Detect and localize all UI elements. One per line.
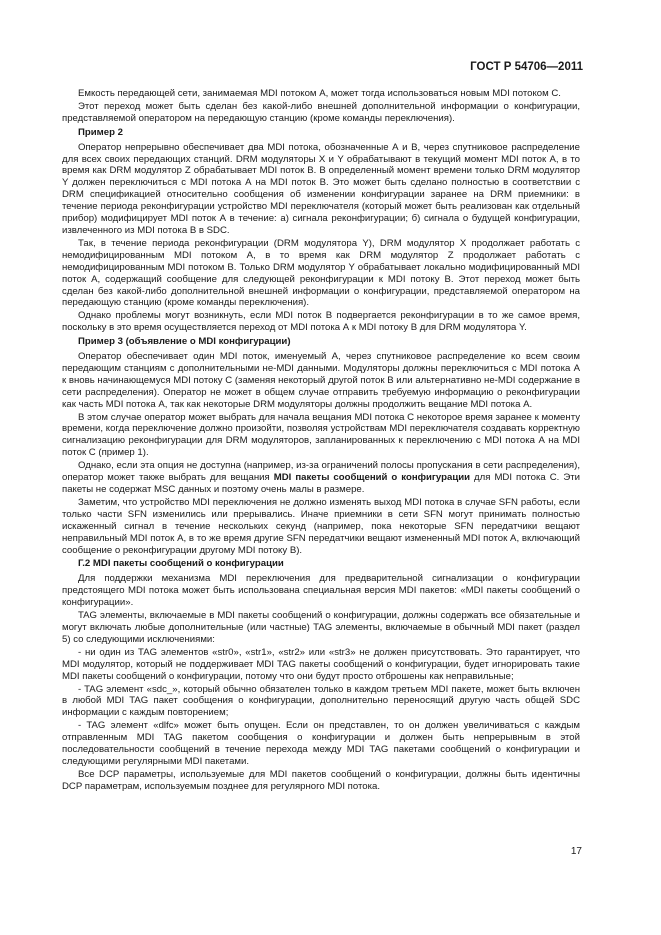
example-heading: Пример 3 (объявление о MDI конфигурации) [78, 336, 291, 348]
bold-term: MDI пакеты сообщений о конфигурации [273, 472, 471, 484]
paragraph: Этот переход может быть сделан без какой-либо внешней дополнительной информации о конфигурации, представляемой оператором на передающую станцию (кроме команды переключения). [62, 100, 580, 124]
example-heading: Пример 2 [78, 126, 123, 138]
paragraph: Оператор обеспечивает один MDI поток, именуемый А, через спутниковое распределение ко всем своим передающим станциям с дополнительными не-MDI данными. Модуляторы должны переключиться с MDI потока А к вновь начинающемуся MDI потоку С (заменяя некоторый другой поток В или альтернативно не-MDI содержание в сети распределения). Оператор не может в общем случае отправить требуемую информацию о реконфигурации как часть MDI потока А, так как некоторые DRM модуляторы должны продолжить вещание MDI потока А. [62, 351, 580, 410]
paragraph: Так, в течение периода реконфигурации (DRM модулятора Y), DRM модулятор X продолжает работать с немодифицированным MDI потоком А, в то время как DRM модулятор Z продолжает работать с немодифицированным MDI потоком В. Только DRM модулятор Y обрабатывает локально модифицированный MDI поток А, содержащий сообщение для следующей реконфигурации к MDI потоку В. Этот переход может быть сделан без какой-либо дополнительной внешней информации о конфигурации, представляемой оператором на передающую станцию (кроме команды переключения). [62, 237, 580, 309]
paragraph: TAG элементы, включаемые в MDI пакеты сообщений о конфигурации, должны содержать все обязательные и могут включать любые дополнительные (или частные) TAG элементы, включаемые в обычный MDI пакет (раздел 5) со следующими исключениями: [62, 610, 580, 645]
list-item: - TAG элемент «sdc_», который обычно обязателен только в каждом третьем MDI пакете, может быть включен в любой MDI TAG пакет сообщения о конфигурации, дополнительно переносящий другую часть общей SDC информации с каждым повторением; [62, 683, 580, 719]
section-heading: Г.2 MDI пакеты сообщений о конфигурации [78, 558, 284, 570]
paragraph-text: для MDI потока С. Эти пакеты не содержат MSC данных и поэтому очень малы в размере. [62, 472, 581, 495]
paragraph-text: Однако, если эта опция не доступна (например, из-за ограничений полосы пропускания в сети распределения), оператор может также выбрать для вещания [62, 460, 580, 484]
standard-header: ГОСТ Р 54706—2011 [470, 61, 583, 73]
page-number: 17 [570, 846, 582, 857]
list-item: - ни один из TAG элементов «str0», «str1», «str2» или «str3» не должен присутствовать. Это гарантирует, что MDI модулятор, который не поддерживает MDI TAG пакеты сообщений о конфигурации, будет игнорировать такие MDI пакеты сообщений о конфигурации, потому что они будут просто отброшены как неправильные; [62, 646, 580, 682]
paragraph: Все DCP параметры, используемые для MDI пакетов сообщений о конфигурации, должны быть идентичны DCP параметрам, используемым позднее для регулярного MDI потока. [62, 768, 580, 792]
paragraph: Заметим, что устройство MDI переключения не должно изменять выход MDI потока в случае SFN работы, если только части SFN изменились или прерывались. Иначе приемники в сети SFN могут принимать полностью искаженный сигнал в течение нескольких секунд (например, пока некоторые SFN передатчики вещают неправильный MDI поток А, в то же время другие SFN передатчики вещают измененный MDI поток А, включающий сообщение о реконфигурации другому MDI потоку В). [62, 496, 580, 556]
document-body [62, 88, 580, 794]
paragraph: В этом случае оператор может выбрать для начала вещания MDI потока С некоторое время заранее к моменту времени, когда переключение должно произойти, позволяя устройствам MDI переключателя создавать корректную сигнализацию реконфигурации для DRM модуляторов, запланированных к переключению с MDI потока А на MDI поток С (пример 1). [62, 411, 580, 459]
paragraph: Для поддержки механизма MDI переключения для предварительной сигнализации о конфигурации предстоящего MDI потока может быть использована специальная версия MDI пакетов: «MDI пакеты сообщений о конфигурации». [62, 573, 580, 609]
paragraph [62, 460, 580, 496]
list-item: - TAG элемент «dlfc» может быть опущен. Если он представлен, то он должен увеличиваться с каждым отправленным MDI TAG пакетом сообщения о конфигурации и должен быть непрерывным в этой последовательности сообщений в течение перехода между MDI TAG пакетами сообщений о конфигурации и следующими регулярными MDI пакетами. [62, 720, 580, 767]
paragraph: Однако проблемы могут возникнуть, если MDI поток В подвергается реконфигурации в то же самое время, поскольку в это время осуществляется переход от MDI потока А к MDI потоку В для DRM модулятора Y. [62, 310, 580, 334]
paragraph: Оператор непрерывно обеспечивает два MDI потока, обозначенные А и В, через спутниковое распределение для всех своих передающих станций. DRM модуляторы X и Y обрабатывают в текущий момент MDI поток А, в то время как DRM модулятор Z обрабатывает MDI поток В. В определенный момент времени только DRM модулятор Y должен переключиться с MDI потока А на MDI поток В. Это может быть сделано полностью в соответствии с DRM спецификацией относительно сообщения об изменении конфигурации заранее на DRM приемники: в течение периода реконфигурации устройство MDI переключателя (который может быть реализован как отдельный прибор) модифицирует MDI поток А в течение: а) сигнала реконфигурации; б) сигнала о будущей конфигурации, извлеченного из MDI потока В в SDC. [62, 141, 580, 236]
paragraph: Емкость передающей сети, занимаемая MDI потоком А, может тогда использоваться новым MDI потоком С. [78, 88, 561, 99]
